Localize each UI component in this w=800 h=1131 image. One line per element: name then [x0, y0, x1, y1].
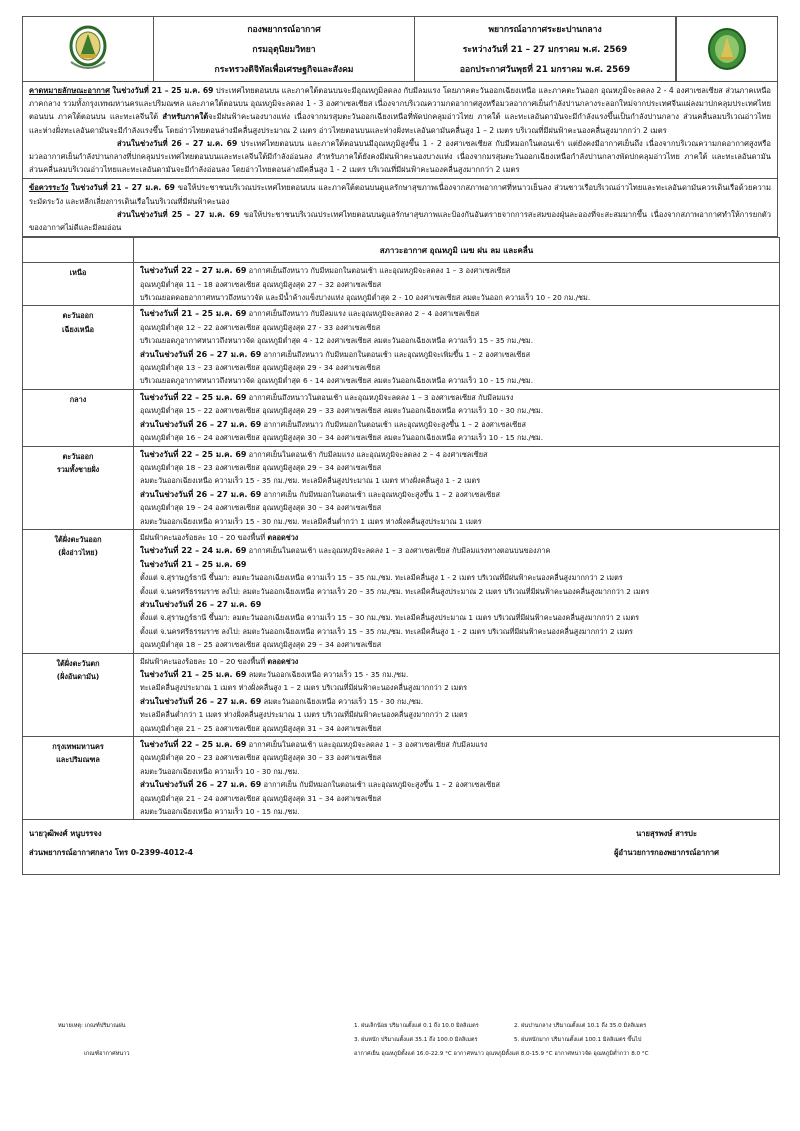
condition-text: บริเวณยอดดอยอากาศหนาวถึงหนาวจัด และมีน้ำค้างแข็งบางแห่ง อุณหภูมิต่ำสุด 2 - 10 องศาเซลเซียส ลมตะวันออก ความเร็ว 10 - 20 กม./ชม.: [140, 293, 591, 303]
caution-text: ขอให้ประชาชนบริเวณประเทศไทยตอนบน และภาคใต้ตอนบนดูแลรักษาสุขภาพเนื่องจากสภาพอากาศที่หนาวเย็นลง ส่วนชาวเรือบริเวณอ่าวไทยและทะเลอันดามันควรเดินเรือด้วยความระมัดระวัง และหลีกเลี่ยงการเดินเรือในบริเวณที่มีฝนฟ้าคะนอง: [29, 183, 772, 206]
condition-line: [140, 681, 773, 694]
rain-criteria-1: 1. ฝนเล็กน้อย ปริมาณตั้งแต่ 0.1 ถึง 10.0 มิลลิเมตร: [354, 1023, 479, 1029]
condition-text: มีฝนฟ้าคะนองร้อยละ 10 – 20 ของพื้นที่: [140, 532, 268, 542]
condition-text: อุณหภูมิต่ำสุด 21 – 25 องศาเซลเซียส อุณหภูมิสูงสุด 31 – 34 องศาเซลเซียส: [140, 723, 382, 733]
forecast-text: ประเทศไทยตอนบน และภาคใต้ตอนบนจะมีอุณหภูมิลดลง กับมีลมแรง โดยภาคตะวันออกเฉียงเหนือ และภาคตะวันออก อุณหภูมิจะลดลง 2 - 4 องศาเซลเซียส ส่วนภาคเหนือ ภาคกลาง รวมทั้งกรุงเทพมหานครและปริมณฑล และภาคใต้ตอนบน อุณหภูมิจะลดลง 1 - 3 องศาเซลเซียส เนื่องจากบริเวณความกดอากาศสูงหรือมวลอากาศเย็นกำลังปานกลางระลอกใหม่จากประเทศจีนแผ่ลงมาปกคลุมประเทศไทยตอนบน ภาคใต้ตอนบน และทะเลจีนใต้: [29, 86, 771, 122]
conditions-header: สภาวะอากาศ อุณหภูมิ เมฆ ฝน ลม และคลื่น: [134, 238, 780, 263]
region-conditions: [134, 446, 780, 529]
condition-text: ลมตะวันออกเฉียงเหนือ ความเร็ว 15 - 30 กม./ชม. ทะเลมีคลื่นต่ำกว่า 1 เมตร ห่างฝั่งคลื่นสูงประมาณ 1 เมตร: [140, 516, 482, 526]
forecaster: [23, 824, 193, 870]
org-line: กระทรวงดิจิทัลเพื่อเศรษฐกิจและสังคม: [214, 65, 354, 75]
condition-line: [140, 321, 773, 334]
region-conditions: [134, 653, 780, 736]
condition-text: อากาศเย็นในตอนเช้า และอุณหภูมิจะลดลง 1 – 3 องศาเซลเซียส กับมีลมแรง: [246, 740, 488, 750]
condition-text: บริเวณยอดภูอากาศหนาวถึงหนาวจัด อุณหภูมิต่ำสุด 4 - 12 องศาเซลเซียส ลมตะวันออกเฉียงเหนือ ความเร็ว 15 - 35 กม./ชม.: [140, 336, 534, 346]
region-name-line: และปริมณฑล: [56, 755, 100, 765]
condition-text: อุณหภูมิต่ำสุด 21 – 24 องศาเซลเซียส อุณหภูมิสูงสุด 31 – 34 องศาเซลเซียส: [140, 793, 382, 803]
director-name: นายสุรพงษ์ สารปะ: [636, 829, 697, 839]
condition-text: อุณหภูมิต่ำสุด 16 – 24 องศาเซลเซียส อุณหภูมิสูงสุด 30 – 34 องศาเซลเซียส ลมตะวันออกเฉียงเหนือ ความเร็ว 10 - 15 กม./ชม.: [140, 433, 544, 443]
forecast-summary: [22, 82, 778, 179]
caution-section: [22, 179, 778, 237]
org-line: กรมอุตุนิยมวิทยา: [252, 45, 316, 55]
region-row: [23, 653, 780, 736]
caution-text: ขอให้ประชาชนบริเวณประเทศไทยตอนบนดูแลรักษาสุขภาพและป้องกันอันตรายจากการสะสมของฝุ่นละอองที่จะสะสมมากขึ้น เนื่องจากสภาพอากาศทำให้การยกตัวของอากาศไม่ดีและมีลมอ่อน: [29, 209, 771, 233]
condition-line: [140, 558, 773, 571]
condition-line: [140, 585, 773, 598]
condition-line: [140, 695, 773, 708]
period-label: ส่วนในช่วงวันที่ 26 – 27 ม.ค. 69: [117, 138, 238, 148]
condition-line: [140, 474, 773, 487]
region-name-line: ตะวันออก: [62, 451, 94, 461]
period-label: ในช่วงวันที่ 22 – 25 ม.ค. 69: [140, 740, 247, 750]
condition-line: [140, 334, 773, 347]
period-label: ส่วนในช่วงวันที่ 26 – 27 ม.ค. 69: [140, 419, 262, 429]
forecaster-name: นายวุฒิพงศ์ หนูบรรจง: [29, 829, 102, 839]
rain-criteria-5: 5. ฝนหนักมาก ปริมาณตั้งแต่ 100.1 มิลลิเมตร ขึ้นไป: [514, 1037, 642, 1043]
condition-text: ทะเลมีคลื่นสูงประมาณ 1 เมตร ห่างฝั่งคลื่นสูง 1 – 2 เมตร บริเวณที่มีฝนฟ้าคะนองคลื่นสูงมากกว่า 2 เมตร: [140, 683, 468, 693]
region-row: [23, 529, 780, 653]
director: [614, 824, 779, 870]
condition-line: [140, 668, 773, 681]
condition-line: [140, 307, 773, 320]
rain-criteria-2: 2. ฝนปานกลาง ปริมาณตั้งแต่ 10.1 ถึง 35.0 มิลลิเมตร: [514, 1023, 647, 1029]
period-label: ในช่วงวันที่ 21 – 25 ม.ค. 69: [140, 670, 247, 680]
condition-text: ลมตะวันออกเฉียงเหนือ ความเร็ว 10 - 30 กม./ชม.: [140, 766, 300, 776]
condition-text: อากาศเย็นถึงหนาว กับมีหมอกในตอนเช้า และอุณหภูมิจะลดลง 1 – 3 องศาเซลเซียส: [246, 266, 511, 276]
cold-criteria-label: เกณฑ์อากาศหนาว: [84, 1051, 130, 1057]
org-line: กองพยากรณ์อากาศ: [247, 25, 321, 35]
condition-line: [140, 488, 773, 501]
condition-text: บริเวณยอดภูอากาศหนาวถึงหนาวจัด อุณหภูมิต่ำสุด 6 - 14 องศาเซลเซียส ลมตะวันออกเฉียงเหนือ ความเร็ว 10 - 15 กม./ชม.: [140, 376, 534, 386]
condition-text: อากาศเย็นถึงหนาว กับมีลมแรง และอุณหภูมิจะลดลง 2 – 4 องศาเซลเซียส: [246, 309, 480, 319]
condition-line: [140, 638, 773, 651]
region-name-line: ใต้ฝั่งตะวันออก: [54, 534, 102, 544]
organization-block: [154, 17, 415, 81]
caution-heading: ข้อควรระวัง: [29, 183, 69, 193]
region-name: [23, 306, 134, 389]
document-title: พยากรณ์อากาศระยะปานกลาง: [488, 25, 602, 35]
region-row: [23, 446, 780, 529]
rain-criteria-label: หมายเหตุ: เกณฑ์ปริมาณฝน: [58, 1023, 126, 1029]
forecast-text: ประเทศไทยตอนบน และภาคใต้ตอนบนมีอุณหภูมิสูงขึ้น 1 - 2 องศาเซลเซียส กับมีหมอกในตอนเช้า แต่ยังคงมีอากาศเย็นถึง เนื่องจากบริเวณความกดอากาศสูงหรือมวลอากาศเย็นกำลังปานกลางที่ปกคลุมประเทศไทยตอนบนและทะเลจีนใต้มีกำลังอ่อนลง สำหรับภาคใต้ยังคงมีฝนฟ้าคะนองบางแห่ง เนื่องจากมรสุมตะวันออกเฉียงเหนือกำลังปานกลางพัดปกคลุมอ่าวไทย ภาคใต้ และทะเลอันดามัน ส่วนคลื่นลมบริเวณอ่าวไทยและทะเลอันดามันจะมีกำลังอ่อนลง โดยอ่าวไทยตอนล่างมีคลื่นสูง 1 - 2 เมตร บริเวณที่มีฝนฟ้าคะนองคลื่นสูงมากกว่า 2 เมตร: [29, 138, 771, 175]
condition-text: ตั้งแต่ จ.นครศรีธรรมราช ลงไป: ลมตะวันออกเฉียงเหนือ ความเร็ว 20 – 35 กม./ชม. ทะเลมีคลื่นสูงประมาณ 2 เมตร บริเวณที่มีฝนฟ้าคะนองคลื่นสูงมากกว่า 2 เมตร: [140, 586, 650, 596]
period-label: ส่วนในช่วงวันที่ 26 – 27 ม.ค. 69: [140, 349, 262, 359]
condition-line: [140, 501, 773, 514]
condition-text: อากาศเย็นในตอนเช้า และอุณหภูมิจะลดลง 1 – 3 องศาเซลเซียส กับมีลมแรงทางตอนบนของภาค: [246, 546, 551, 556]
ministry-seal-icon: [65, 24, 111, 74]
table-header-row: [23, 238, 780, 263]
condition-text: อุณหภูมิต่ำสุด 19 – 24 องศาเซลเซียส อุณหภูมิสูงสุด 30 – 34 องศาเซลเซียส: [140, 503, 382, 513]
region-name: [23, 389, 134, 446]
condition-line: [140, 361, 773, 374]
region-row: [23, 306, 780, 389]
region-row: [23, 737, 780, 820]
condition-text: อากาศเย็นถึงหนาว กับมีหมอกในตอนเช้า และอุณหภูมิจะเพิ่มขึ้น 1 – 2 องศาเซลเซียส: [261, 349, 531, 359]
period-label: ส่วนในช่วงวันที่ 26 – 27 ม.ค. 69: [140, 599, 262, 609]
throughout-label: ตลอดช่วง: [267, 532, 299, 542]
condition-text: อากาศเย็นถึงหนาวในตอนเช้า และอุณหภูมิจะลดลง 1 – 3 องศาเซลเซียส กับมีลมแรง: [246, 392, 514, 402]
condition-line: [140, 544, 773, 557]
region-name: [23, 529, 134, 653]
condition-line: [140, 391, 773, 404]
condition-text: อุณหภูมิต่ำสุด 13 – 23 องศาเซลเซียส อุณหภูมิสูงสุด 29 - 34 องศาเซลเซียส: [140, 363, 381, 373]
period-label: ส่วนในช่วงวันที่ 26 – 27 ม.ค. 69: [140, 696, 262, 706]
period-label: ส่วนในช่วงวันที่ 25 – 27 ม.ค. 69: [117, 209, 240, 219]
condition-text: อุณหภูมิต่ำสุด 18 – 25 องศาเซลเซียส อุณหภูมิสูงสุด 29 – 34 องศาเซลเซียส: [140, 640, 382, 650]
condition-text: ตั้งแต่ จ.สุราษฎร์ธานี ขึ้นมา: ลมตะวันออกเฉียงเหนือ ความเร็ว 15 – 35 กม./ชม. ทะเลมีคลื่นสูง 1 - 2 เมตร บริเวณที่มีฝนฟ้าคะนองคลื่นสูงมากกว่า 2 เมตร: [140, 573, 623, 583]
region-name: [23, 737, 134, 820]
condition-line: [140, 722, 773, 735]
condition-text: ลมตะวันออกเฉียงเหนือ ความเร็ว 15 - 35 กม./ชม. ทะเลมีคลื่นสูงประมาณ 1 เมตร ห่างฝั่งคลื่นสูง 1 - 2 เมตร: [140, 476, 481, 486]
condition-text: ลมตะวันออกเฉียงเหนือ ความเร็ว 10 - 15 กม./ชม.: [140, 807, 300, 817]
forecast-period: ระหว่างวันที่ 21 – 27 มกราคม พ.ศ. 2569: [462, 45, 628, 55]
condition-text: อากาศเย็นในตอนเช้า กับมีลมแรง และอุณหภูมิจะลดลง 2 – 4 องศาเซลเซียส: [246, 449, 488, 459]
period-label: ส่วนในช่วงวันที่ 26 – 27 ม.ค. 69: [140, 780, 262, 790]
condition-line: [140, 571, 773, 584]
regional-forecast-table: [22, 237, 780, 820]
condition-text: อุณหภูมิต่ำสุด 12 – 22 องศาเซลเซียส อุณหภูมิสูงสุด 27 - 33 องศาเซลเซียส: [140, 322, 381, 332]
condition-line: [140, 531, 773, 544]
condition-text: ทะเลมีคลื่นต่ำกว่า 1 เมตร ห่างฝั่งคลื่นสูงประมาณ 1 เมตร บริเวณที่มีฝนฟ้าคะนองคลื่นสูงมากกว่า 2 เมตร: [140, 710, 468, 720]
period-label: ในช่วงวันที่ 22 – 27 ม.ค. 69: [140, 266, 247, 276]
region-name-line: กรุงเทพมหานคร: [52, 742, 104, 752]
tmd-seal-icon: [707, 27, 747, 71]
tmd-logo: [676, 17, 777, 81]
condition-line: [140, 291, 773, 304]
condition-line: [140, 404, 773, 417]
period-label: ในช่วงวันที่ 21 – 25 ม.ค. 69: [112, 86, 214, 95]
condition-text: มีฝนฟ้าคะนองร้อยละ 10 – 20 ของพื้นที่: [140, 656, 268, 666]
period-label: ในช่วงวันที่ 22 – 24 ม.ค. 69: [140, 546, 247, 556]
condition-line: [140, 792, 773, 805]
period-label: ในช่วงวันที่ 22 – 25 ม.ค. 69: [140, 449, 247, 459]
period-label: ส่วนในช่วงวันที่ 26 – 27 ม.ค. 69: [140, 489, 262, 499]
region-conditions: [134, 306, 780, 389]
condition-text: อากาศเย็น กับมีหมอกในตอนเช้า และอุณหภูมิจะสูงขึ้น 1 – 2 องศาเซลเซียส: [261, 780, 500, 790]
forecast-text: จะมีฝนฟ้าคะนองบางแห่ง เนื่องจากมรสุมตะวันออกเฉียงเหนือที่พัดปกคลุมอ่าวไทย ภาคใต้ และทะเลอันดามันจะมีกำลังแรงขึ้นเป็นกำลังปานกลาง ส่วนคลื่นลมบริเวณอ่าวไทยและห่างฝั่งทะเลอันดามันจะมีกำลังแรงขึ้น โดยอ่าวไทยตอนล่างมีคลื่นสูงประมาณ 2 เมตร อ่าวไทยตอนบนและห่างฝั่งทะเลอันดามันคลื่นสูง 1 – 2 เมตร บริเวณที่มีฝนฟ้าคะนองคลื่นสูงมากกว่า 2 เมตร: [29, 112, 771, 135]
rain-criteria-3: 3. ฝนหนัก ปริมาณตั้งแต่ 35.1 ถึง 100.0 มิลลิเมตร: [354, 1037, 478, 1043]
condition-text: อุณหภูมิต่ำสุด 20 – 23 องศาเซลเซียส อุณหภูมิสูงสุด 30 – 33 องศาเซลเซียส: [140, 753, 382, 763]
condition-line: [140, 374, 773, 387]
title-block: [415, 17, 676, 81]
period-label: ในช่วงวันที่ 21 – 27 ม.ค. 69: [71, 183, 175, 193]
region-row: [23, 389, 780, 446]
region-name: [23, 263, 134, 306]
period-label: ในช่วงวันที่ 21 – 25 ม.ค. 69: [140, 559, 247, 569]
condition-line: [140, 461, 773, 474]
south-label: สำหรับภาคใต้: [162, 112, 209, 122]
region-conditions: [134, 737, 780, 820]
condition-line: [140, 625, 773, 638]
condition-line: [140, 431, 773, 444]
condition-text: อุณหภูมิต่ำสุด 15 – 22 องศาเซลเซียส อุณหภูมิสูงสุด 29 – 33 องศาเซลเซียส ลมตะวันออกเฉียงเหนือ ความเร็ว 10 - 30 กม./ชม.: [140, 406, 544, 416]
ministry-logo: [23, 17, 154, 81]
region-conditions: [134, 263, 780, 306]
condition-line: [140, 278, 773, 291]
condition-text: ตั้งแต่ จ.สุราษฎร์ธานี ขึ้นมา: ลมตะวันออกเฉียงเหนือ ความเร็ว 15 – 30 กม./ชม. ทะเลมีคลื่นสูงประมาณ 1 เมตร บริเวณที่มีฝนฟ้าคะนองคลื่นสูงมากกว่า 2 เมตร: [140, 613, 639, 623]
region-name-line: ใต้ฝั่งตะวันตก: [56, 658, 100, 668]
condition-text: ลมตะวันออกเฉียงเหนือ ความเร็ว 15 - 30 กม./ชม.: [261, 696, 424, 706]
condition-line: [140, 598, 773, 611]
condition-line: [140, 751, 773, 764]
condition-line: [140, 778, 773, 791]
forecast-heading: คาดหมายลักษณะอากาศ: [29, 86, 110, 95]
region-row: [23, 263, 780, 306]
condition-line: [140, 348, 773, 361]
condition-line: [140, 805, 773, 818]
issue-date: ออกประกาศวันพุธที่ 21 มกราคม พ.ศ. 2569: [459, 65, 631, 75]
forecaster-dept: ส่วนพยากรณ์อากาศกลาง โทร 0-2399-4012-4: [29, 848, 194, 858]
period-label: ในช่วงวันที่ 22 – 25 ม.ค. 69: [140, 392, 247, 402]
document-header: [22, 16, 778, 82]
region-conditions: [134, 529, 780, 653]
condition-line: [140, 611, 773, 624]
condition-line: [140, 765, 773, 778]
condition-text: ลมตะวันออกเฉียงเหนือ ความเร็ว 15 - 35 กม./ชม.: [246, 670, 409, 680]
condition-text: ตั้งแต่ จ.นครศรีธรรมราช ลงไป: ลมตะวันออกเฉียงเหนือ ความเร็ว 15 – 35 กม./ชม. ทะเลมีคลื่นสูง 1 - 2 เมตร บริเวณที่มีฝนฟ้าคะนองคลื่นสูงมากกว่า 2 เมตร: [140, 626, 633, 636]
period-label: ในช่วงวันที่ 21 – 25 ม.ค. 69: [140, 309, 247, 319]
region-name-line: เหนือ: [69, 268, 87, 278]
condition-text: อากาศเย็น กับมีหมอกในตอนเช้า และอุณหภูมิจะสูงขึ้น 1 – 2 องศาเซลเซียส: [261, 489, 500, 499]
condition-text: อุณหภูมิต่ำสุด 18 – 23 องศาเซลเซียส อุณหภูมิสูงสุด 29 – 34 องศาเซลเซียส: [140, 462, 382, 472]
region-name-line: (ฝั่งอ่าวไทย): [58, 548, 98, 558]
condition-line: [140, 515, 773, 528]
region-name-line: (ฝั่งอันดามัน): [56, 672, 100, 682]
throughout-label: ตลอดช่วง: [267, 656, 299, 666]
condition-line: [140, 738, 773, 751]
condition-line: [140, 655, 773, 668]
condition-text: อุณหภูมิต่ำสุด 11 – 18 องศาเซลเซียส อุณหภูมิสูงสุด 27 – 32 องศาเซลเซียส: [140, 279, 382, 289]
region-name-line: รวมทั้งชายฝั่ง: [56, 464, 100, 474]
region-name-line: ตะวันออก: [62, 311, 94, 321]
condition-line: [140, 264, 773, 277]
region-conditions: [134, 389, 780, 446]
condition-text: อากาศเย็นถึงหนาว กับมีหมอกในตอนเช้า และอุณหภูมิจะสูงขึ้น 1 – 2 องศาเซลเซียส: [261, 419, 526, 429]
region-header: [23, 238, 134, 263]
region-name: [23, 446, 134, 529]
region-name-line: กลาง: [69, 394, 87, 404]
condition-line: [140, 418, 773, 431]
region-name: [23, 653, 134, 736]
region-name-line: เฉียงเหนือ: [62, 324, 94, 334]
cold-criteria: อากาศเย็น อุณหภูมิตั้งแต่ 16.0-22.9 °C อากาศหนาว อุณหภูมิตั้งแต่ 8.0-15.9 °C อากาศหนาวจัด อุณหภูมิต่ำกว่า 8.0 °C: [354, 1051, 649, 1057]
signature-block: [22, 820, 780, 875]
condition-line: [140, 448, 773, 461]
forecast-document: [22, 16, 778, 875]
condition-line: [140, 708, 773, 721]
director-title: ผู้อำนวยการกองพยากรณ์อากาศ: [614, 848, 719, 858]
